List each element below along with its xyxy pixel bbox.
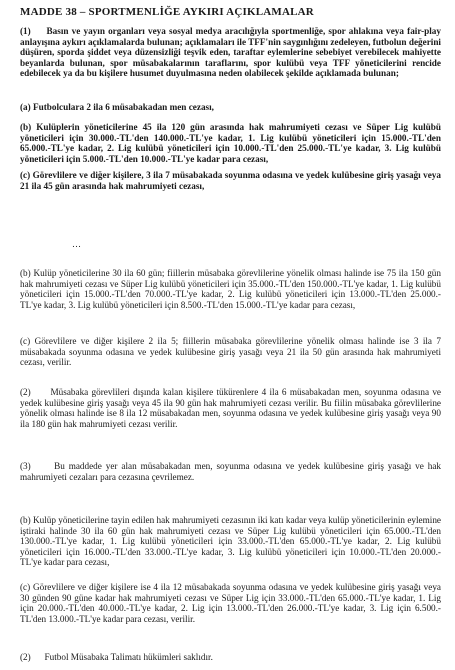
paragraph-1b: (b) Kulüplerin yöneticilerine 45 ila 120 gün arasında hak mahrumiyeti cezası ve Süper Lig kulübü yöneticileri için 30.000.-TL'den 140.000.-TL'ye kadar, 1. Lig kulübü yöneticileri için 15.000.-TL'den 65.000.-TL'ye kadar, 2. Lig kulübü yöneticileri için 10.000.-TL'den 25.000.-TL'ye kadar, 3. Lig kulübü yöneticileri için 5.000.-TL'den 10.000.-TL'ye kadar para cezası, [20, 122, 441, 164]
clause-b-middle: (b) Kulüp yöneticilerine 30 ila 60 gün; fiillerin müsabaka görevlilerine yönelik olması halinde ise 75 ila 150 gün hak mahrumiyeti cezası ve Süper Lig kulübü yöneticileri için 35.000.-TL'den 150.000.-TL'ye kadar, 1. Lig kulübü yöneticileri için 15.000.-TL'den 70.000.-TL'ye kadar, 2. Lig kulübü yöneticileri için 13.000.-TL'den 25.000.-TL'ye kadar, 3. Lig kulübü yöneticileri için 8.500.-TL'den 15.000.-TL'ye kadar para cezası, [20, 268, 441, 310]
paragraph-2 [20, 387, 441, 429]
clause-b-lower: (b) Kulüp yöneticilerine tayin edilen hak mahrumiyeti cezasının iki katı kadar veya kulüp yöneticilerinin eylemine iştiraki halinde 30 ila 60 gün hak mahrumiyeti cezası ve Süper Lig kulübü yöneticileri için 65.000.-TL'den 130.000.-TL'ye kadar, 1. Lig kulübü yöneticileri için 33.000.-TL'den 65.000.-TL'ye kadar, 2. Lig kulübü yöneticileri için 16.000.-TL'den 33.000.-TL'ye kadar, 3. Lig kulübü yöneticileri için 10.000.-TL'den 20.000.-TL'ye kadar para cezası, [20, 515, 441, 568]
closing-paragraph-text: Futbol Müsabaka Talimatı hükümleri saklıdır. [44, 652, 213, 662]
paragraph-3 [20, 461, 441, 482]
paragraph-1c: (c) Görevlilere ve diğer kişilere, 3 ila 7 müsabakada soyunma odasına ve yedek kulübesine giriş yasağı veya 21 ila 45 gün arasında hak mahrumiyeti cezası, [20, 170, 441, 191]
paragraph-2-number: (2) [20, 387, 31, 397]
closing-paragraph-number: (2) [20, 652, 31, 662]
paragraph-1a: (a) Futbolculara 2 ila 6 müsabakadan men cezası, [20, 102, 214, 112]
clause-c-middle: (c) Görevlilere ve diğer kişilere 2 ila 5; fiillerin müsabaka görevlilerine yönelik olması halinde ise 3 ila 7 müsabakada soyunma odasına ve yedek kulübesine giriş yasağı veya 21 ila 50 gün arasında hak mahrumiyeti cezası, verilir. [20, 336, 441, 368]
paragraph-1 [20, 26, 441, 79]
paragraph-2-text: Müsabaka görevlileri dışında kalan kişilere tükürenlere 4 ila 6 müsabakadan men, soyunma odasına ve yedek kulübesine giriş yasağı veya 45 ila 90 gün hak mahrumiyeti cezası verilir. Bu fiilin müsabaka görevlilerine yönelik olması halinde ise 8 ila 12 müsabakadan men, soyunma odasına ve yedek kulübesine giriş yasağı veya 90 ila 180 gün hak mahrumiyeti cezası verilir. [20, 387, 442, 429]
ellipsis-mark: … [72, 239, 81, 249]
paragraph-1-number: (1) [20, 26, 31, 36]
paragraph-3-text: Bu maddede yer alan müsabakadan men, soyunma odasına ve yedek kulübesine giriş yasağı ve hak mahrumiyeti cezaları para cezasına çevrilemez. [20, 461, 441, 482]
article-title: MADDE 38 – SPORTMENLİĞE AYKIRI AÇIKLAMALAR [20, 6, 314, 18]
clause-c-lower: (c) Görevlilere ve diğer kişilere ise 4 ila 12 müsabakada soyunma odasına ve yedek kulübesine giriş yasağı veya 30 günden 90 güne kadar hak mahrumiyeti cezası ve Süper Lig için 33.000.-TL'den 65.000.-TL'ye kadar, 1. Lig için 20.000.-TL'den 40.000.-TL'ye kadar, 2. Lig için 13.000.-TL'den 26.000.-TL'ye kadar, 3. Lig için 6.500.-TL'den 13.000.-TL'ye kadar para cezası, verilir. [20, 582, 441, 624]
paragraph-3-number: (3) [20, 461, 31, 471]
closing-paragraph [20, 652, 441, 663]
paragraph-1-text: Basın ve yayın organları veya sosyal medya aracılığıyla sportmenliğe, spor ahlakına veya fair-play anlayışına aykırı açıklamalarda bulunan; açıklamaları ile TFF'nin saygınlığını zedeleyen, futbolun değerini düşüren, sporda şiddet veya düzensizliği teşvik eden, taraftar eylemlerine sebebiyet verebilecek mahiyette beyanlarda bulunan, spor müsabakalarının taraflarını, spor kulübü veya TFF yöneticilerini rencide edebilecek ya da bu kişilere husumet duyulmasına neden olabilecek şekilde açıklamada bulunan; [20, 26, 441, 79]
